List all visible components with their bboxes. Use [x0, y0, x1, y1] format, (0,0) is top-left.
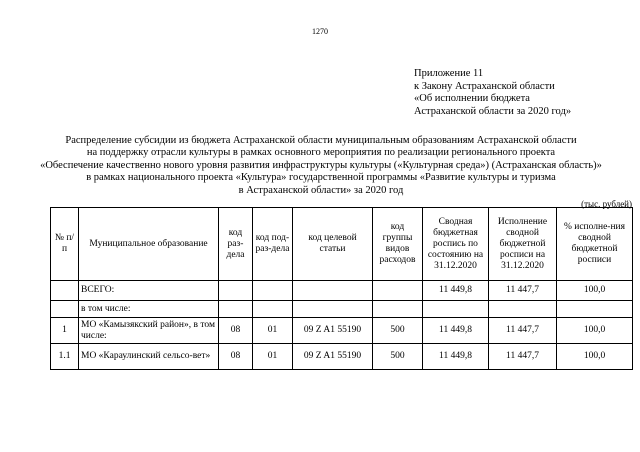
cell-group: 500 — [373, 318, 423, 344]
title-line: на поддержку отрасли культуры в рамках основного мероприятия по реализации регионального проекта — [86, 147, 556, 159]
cell-exec: 11 447,7 — [489, 318, 557, 344]
appendix-line: Приложение 11 — [414, 68, 484, 79]
cell-percent: 100,0 — [557, 318, 633, 344]
cell-plan — [423, 301, 489, 318]
cell-exec — [489, 301, 557, 318]
page-number: 1270 — [312, 27, 328, 36]
table-row — [51, 318, 633, 344]
cell-number: 1.1 — [51, 344, 79, 370]
cell-municipality: в том числе: — [79, 301, 219, 318]
cell-exec: 11 447,7 — [489, 281, 557, 301]
table-row — [51, 344, 633, 370]
appendix-line: Астраханской области за 2020 год» — [414, 105, 572, 117]
title-line: «Обеспечение качественно нового уровня развития инфраструктуры культуры («Культурная среда») (Астраханская область)» — [40, 159, 602, 171]
cell-subsection — [253, 301, 293, 318]
cell-exec: 11 447,7 — [489, 344, 557, 370]
cell-municipality: МО «Камызякский район», в том числе: — [79, 318, 219, 344]
cell-section: 08 — [219, 318, 253, 344]
cell-number — [51, 301, 79, 318]
cell-percent: 100,0 — [557, 281, 633, 301]
cell-municipality: МО «Караулинский сельсо-вет» — [79, 344, 219, 370]
cell-subsection — [253, 281, 293, 301]
header-municipality: Муниципальное образование — [79, 208, 219, 281]
cell-plan: 11 449,8 — [423, 344, 489, 370]
appendix-block — [414, 68, 634, 118]
table-row-including — [51, 301, 633, 318]
cell-plan: 11 449,8 — [423, 318, 489, 344]
header-execution: Исполнение сводной бюджетной росписи на 31.12.2020 — [489, 208, 557, 281]
cell-section: 08 — [219, 344, 253, 370]
cell-percent — [557, 301, 633, 318]
units-label: (тыс. рублей) — [581, 199, 632, 209]
cell-group — [373, 281, 423, 301]
cell-percent: 100,0 — [557, 344, 633, 370]
cell-subsection: 01 — [253, 344, 293, 370]
appendix-line: «Об исполнении бюджета — [414, 93, 530, 104]
header-expense-group-code: код группы видов расходов — [373, 208, 423, 281]
cell-plan: 11 449,8 — [423, 281, 489, 301]
cell-target: 09 Z A1 55190 — [293, 344, 373, 370]
header-target-code: код целевой статьи — [293, 208, 373, 281]
cell-target: 09 Z A1 55190 — [293, 318, 373, 344]
cell-subsection: 01 — [253, 318, 293, 344]
header-percent: % исполне-ния сводной бюджетной росписи — [557, 208, 633, 281]
cell-number — [51, 281, 79, 301]
appendix-line: к Закону Астраханской области — [414, 80, 555, 92]
cell-number: 1 — [51, 318, 79, 344]
header-number: № п/п — [51, 208, 79, 281]
title-line: Распределение субсидии из бюджета Астраханской области муниципальным образованиям Астраханской области — [65, 135, 577, 146]
table-header-row — [51, 208, 633, 281]
cell-group: 500 — [373, 344, 423, 370]
cell-group — [373, 301, 423, 318]
header-subsection-code: код под-раз-дела — [253, 208, 293, 281]
subsidy-table — [50, 207, 633, 370]
header-section-code: код раз-дела — [219, 208, 253, 281]
header-budget-plan: Сводная бюджетная роспись по состоянию на 31.12.2020 — [423, 208, 489, 281]
cell-target — [293, 301, 373, 318]
cell-municipality: ВСЕГО: — [79, 281, 219, 301]
title-line: в Астраханской области» за 2020 год — [238, 184, 404, 196]
cell-section — [219, 281, 253, 301]
cell-target — [293, 281, 373, 301]
document-title — [6, 135, 636, 197]
cell-section — [219, 301, 253, 318]
title-line: в рамках национального проекта «Культура» государственной программы «Развитие культуры и туризма — [86, 172, 556, 184]
table-row-total — [51, 281, 633, 301]
